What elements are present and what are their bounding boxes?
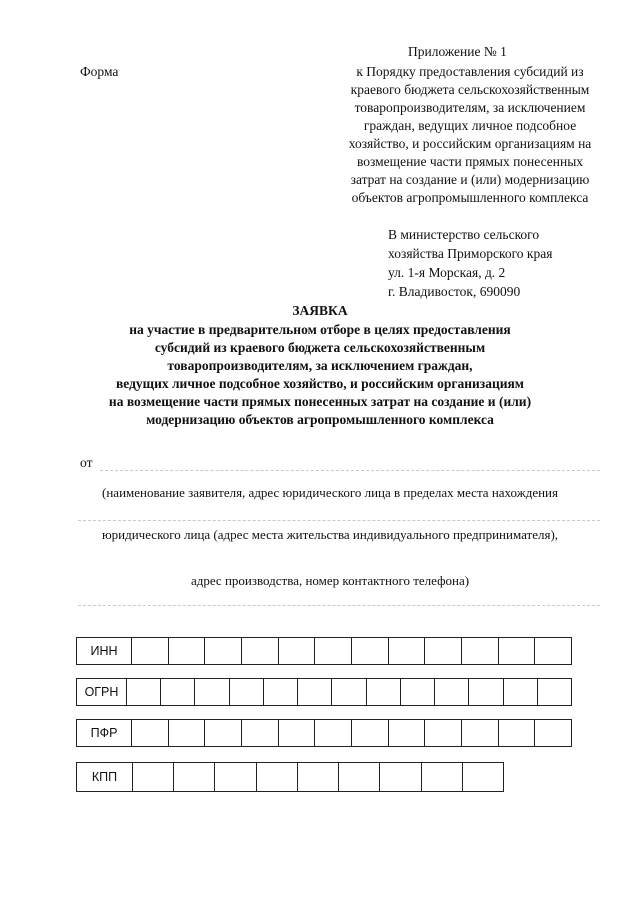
kpp-grid[interactable] — [76, 762, 504, 792]
subtitle-line: товаропроизводителям, за исключением граждан, — [167, 358, 473, 373]
pfr-cell[interactable] — [425, 720, 462, 746]
applicant-hint: юридического лица (адрес места жительства индивидуального предпринимателя), — [101, 527, 559, 542]
pfr-grid[interactable] — [76, 719, 572, 747]
recipient-line: хозяйства Приморского края — [388, 246, 553, 261]
inn-cell[interactable] — [462, 638, 499, 664]
applicant-fill-line[interactable] — [78, 520, 600, 521]
inn-grid[interactable] — [76, 637, 572, 665]
ogrn-cell[interactable] — [538, 679, 571, 705]
pfr-cell[interactable] — [462, 720, 499, 746]
subtitle-line: ведущих личное подсобное хозяйство, и российским организациям — [115, 376, 524, 391]
ogrn-cell[interactable] — [469, 679, 503, 705]
appendix-title: Приложение № 1 — [408, 44, 507, 59]
kpp-cell[interactable] — [174, 763, 215, 791]
inn-cell[interactable] — [535, 638, 571, 664]
appendix-line: краевого бюджета сельскохозяйственным — [350, 82, 590, 97]
kpp-cell[interactable] — [257, 763, 298, 791]
appendix-line: затрат на создание и (или) модернизацию — [350, 172, 590, 187]
applicant-hint: адрес производства, номер контактного телефона) — [190, 573, 470, 588]
kpp-cell[interactable] — [380, 763, 421, 791]
kpp-cell[interactable] — [133, 763, 174, 791]
ogrn-cell[interactable] — [435, 679, 469, 705]
subtitle-line: на участие в предварительном отборе в целях предоставления — [129, 322, 511, 337]
from-label: от — [80, 455, 93, 470]
ogrn-cell[interactable] — [504, 679, 538, 705]
inn-cell[interactable] — [242, 638, 279, 664]
pfr-label: ПФР — [77, 720, 132, 746]
recipient-address — [388, 225, 552, 301]
pfr-cell[interactable] — [352, 720, 389, 746]
ogrn-cell[interactable] — [332, 679, 366, 705]
ogrn-cell[interactable] — [298, 679, 332, 705]
ogrn-cell[interactable] — [127, 679, 161, 705]
ogrn-label: ОГРН — [77, 679, 127, 705]
appendix-line: товаропроизводителям, за исключением — [354, 100, 586, 115]
appendix-body — [320, 63, 620, 207]
inn-cell[interactable] — [132, 638, 169, 664]
ogrn-cell[interactable] — [195, 679, 229, 705]
kpp-cell[interactable] — [463, 763, 503, 791]
pfr-cell[interactable] — [242, 720, 279, 746]
inn-cell[interactable] — [205, 638, 242, 664]
inn-cell[interactable] — [169, 638, 206, 664]
appendix-line: объектов агропромышленного комплекса — [351, 190, 589, 205]
pfr-cell[interactable] — [499, 720, 536, 746]
recipient-line: ул. 1-я Морская, д. 2 — [388, 265, 506, 280]
subtitle-line: субсидий из краевого бюджета сельскохозяйственным — [154, 340, 486, 355]
pfr-cell[interactable] — [205, 720, 242, 746]
subtitle-line: на возмещение части прямых понесенных затрат на создание и (или) — [108, 394, 532, 409]
document-subtitle — [60, 321, 580, 429]
pfr-cell[interactable] — [169, 720, 206, 746]
inn-label: ИНН — [77, 638, 132, 664]
form-label: Форма — [80, 64, 119, 79]
appendix-line: граждан, ведущих личное подсобное — [363, 118, 577, 133]
inn-cell[interactable] — [279, 638, 316, 664]
pfr-cell[interactable] — [279, 720, 316, 746]
ogrn-cell[interactable] — [367, 679, 401, 705]
inn-cell[interactable] — [389, 638, 426, 664]
applicant-fill-line[interactable] — [100, 470, 600, 471]
appendix-line: возмещение части прямых понесенных — [356, 154, 584, 169]
recipient-line: В министерство сельского — [388, 227, 540, 242]
inn-cell[interactable] — [352, 638, 389, 664]
inn-cell[interactable] — [499, 638, 536, 664]
kpp-cell[interactable] — [215, 763, 256, 791]
recipient-line: г. Владивосток, 690090 — [388, 284, 521, 299]
pfr-cell[interactable] — [315, 720, 352, 746]
ogrn-cell[interactable] — [161, 679, 195, 705]
applicant-hint: (наименование заявителя, адрес юридического лица в пределах места нахождения — [102, 485, 558, 500]
kpp-label: КПП — [77, 763, 133, 791]
document-title: ЗАЯВКА — [292, 303, 348, 318]
appendix-line: хозяйство, и российским организациям на — [348, 136, 592, 151]
ogrn-grid[interactable] — [76, 678, 572, 706]
subtitle-line: модернизацию объектов агропромышленного комплекса — [146, 412, 494, 427]
applicant-fill-line[interactable] — [78, 605, 600, 606]
kpp-cell[interactable] — [422, 763, 463, 791]
kpp-cell[interactable] — [298, 763, 339, 791]
inn-cell[interactable] — [315, 638, 352, 664]
ogrn-cell[interactable] — [264, 679, 298, 705]
inn-cell[interactable] — [425, 638, 462, 664]
kpp-cell[interactable] — [339, 763, 380, 791]
pfr-cell[interactable] — [535, 720, 571, 746]
pfr-cell[interactable] — [132, 720, 169, 746]
pfr-cell[interactable] — [389, 720, 426, 746]
ogrn-cell[interactable] — [230, 679, 264, 705]
ogrn-cell[interactable] — [401, 679, 435, 705]
appendix-line: к Порядку предоставления субсидий из — [356, 64, 584, 79]
